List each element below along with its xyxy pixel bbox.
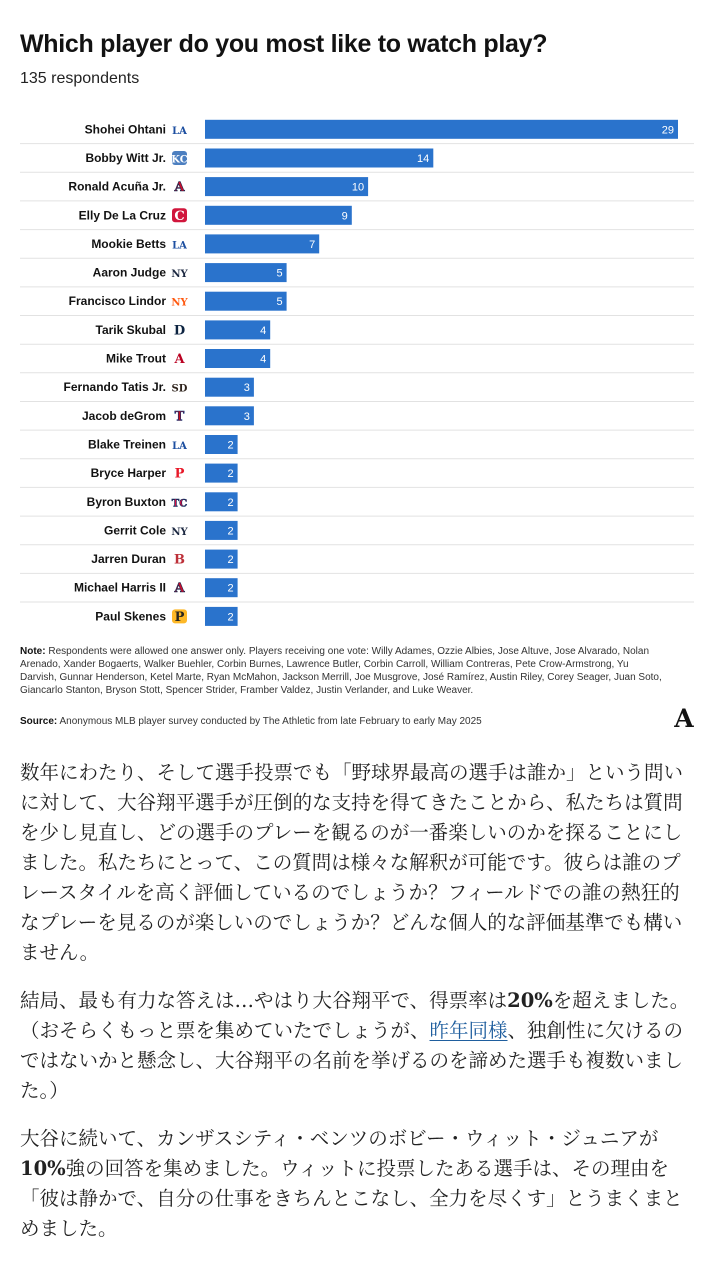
player-label: Bobby Witt Jr. xyxy=(85,151,166,165)
value-label: 2 xyxy=(227,582,234,595)
team-logo-text: A xyxy=(174,352,185,367)
article-paragraph-3 xyxy=(20,1124,692,1244)
team-logo-text: C xyxy=(174,208,185,224)
value-label: 5 xyxy=(276,267,283,280)
value-label: 2 xyxy=(227,525,234,538)
chart-source xyxy=(20,716,482,727)
value-label: 2 xyxy=(227,496,234,509)
team-logo-text: NY xyxy=(171,297,188,309)
player-label: Gerrit Cole xyxy=(103,523,166,538)
value-label: 4 xyxy=(260,324,267,337)
team-logo-icon xyxy=(172,384,188,395)
value-label: 5 xyxy=(276,296,283,309)
the-athletic-logo: A xyxy=(674,704,694,733)
value-label: 29 xyxy=(661,124,674,137)
team-logo-text: LA xyxy=(172,125,187,137)
value-label: 10 xyxy=(351,181,365,194)
p2-text-d: 、独創性に欠けるのではないかと懸念し、大谷翔平の名前を挙げるのを諦めた選手も複数いました。） xyxy=(20,1019,684,1102)
team-logo-icon xyxy=(173,180,185,195)
team-logo-text: A xyxy=(174,581,185,597)
value-label: 3 xyxy=(243,410,250,423)
team-logo-icon xyxy=(174,553,185,568)
bar xyxy=(205,206,352,225)
bar-chart xyxy=(0,115,705,630)
team-logo-icon xyxy=(172,240,187,251)
team-logo-text: LA xyxy=(172,441,187,452)
team-logo-text: NY xyxy=(171,526,188,538)
article-paragraph-1: 数年にわたり、そして選手投票でも「野球界最高の選手は誰か」という問いに対して、大谷翔平選手が圧倒的な支持を得てきたことから、私たちは質問を少し見直し、どの選手のプレーを観るのが一番楽しいのかを探ることにしました。私たちにとって、この質問は様々な解釈が可能です。彼らは誰のプレースタイルを高く評価しているのでしょうか？フィールドでの誰の熱狂的なプレーを見るのが楽しいのでしょうか？どんな個人的な評価基準でも構いません。 xyxy=(20,761,684,964)
player-label: Elly De La Cruz xyxy=(78,208,166,223)
team-logo-text: SD xyxy=(171,383,188,395)
p3-text-c: 強の回答を集めました。ウィットに投票したある選手は、その理由を「彼は静かで、自分の仕事をきちんとこなし、全力を尽くす」とうまくまとめました。 xyxy=(20,1157,683,1240)
value-label: 14 xyxy=(417,153,430,165)
value-label: 3 xyxy=(243,382,250,395)
bar xyxy=(205,149,433,168)
article-body xyxy=(20,758,692,1262)
chart-note xyxy=(20,645,668,697)
team-logo-icon xyxy=(175,467,185,482)
value-label: 2 xyxy=(227,439,234,452)
team-logo-text: T xyxy=(174,409,185,425)
chart-title: Which player do you most like to watch play? xyxy=(20,30,548,58)
team-logo-icon xyxy=(173,352,185,367)
player-label: Fernando Tatis Jr. xyxy=(63,380,166,395)
team-logo-text: LA xyxy=(172,240,187,252)
team-logo-icon xyxy=(171,151,187,166)
player-label: Aaron Judge xyxy=(92,265,166,280)
team-logo-text: B xyxy=(174,552,185,568)
player-label: Bryce Harper xyxy=(90,466,166,481)
note-label: Note: xyxy=(20,646,46,657)
team-logo-icon xyxy=(172,208,187,224)
value-label: 2 xyxy=(227,554,234,567)
team-logo-text: P xyxy=(174,609,185,625)
source-text: Anonymous MLB player survey conducted by The Athletic from late February to early May 2025 xyxy=(59,716,482,727)
value-label: 4 xyxy=(260,353,267,366)
bar xyxy=(205,177,368,196)
team-logo-icon xyxy=(172,609,187,625)
team-logo-icon xyxy=(174,323,185,338)
p2-text-a: 結局、最も有力な答えは…やはり大谷翔平で、得票率は xyxy=(20,989,508,1012)
drag-handle xyxy=(340,0,364,6)
player-label: Mike Trout xyxy=(105,351,166,366)
bar xyxy=(205,120,678,139)
team-logo-icon xyxy=(171,269,188,280)
value-label: 7 xyxy=(309,238,316,251)
player-label: Byron Buxton xyxy=(86,494,166,509)
team-logo-text: NY xyxy=(171,269,188,281)
value-label: 9 xyxy=(341,210,348,223)
team-logo-text: P xyxy=(174,466,185,482)
bar xyxy=(205,292,287,311)
team-logo-icon xyxy=(173,581,185,596)
p3-percent: 10% xyxy=(20,1157,66,1180)
player-label: Jacob deGrom xyxy=(81,408,166,423)
value-label: 2 xyxy=(227,468,234,481)
player-label: Michael Harris II xyxy=(73,580,166,595)
bar xyxy=(205,263,287,282)
chart-subtitle: 135 respondents xyxy=(20,70,140,87)
team-logo-icon xyxy=(171,527,188,538)
team-logo-text: A xyxy=(174,180,185,196)
value-label: 2 xyxy=(227,611,234,624)
p3-text-a: 大谷に続いて、カンザスシティ・ベンツのボビー・ウィット・ジュニアが xyxy=(20,1127,659,1150)
article-paragraph-2 xyxy=(20,986,692,1106)
p2-percent: 20% xyxy=(507,989,553,1012)
team-logo-icon xyxy=(172,498,187,509)
last-year-link[interactable]: 昨年同様 xyxy=(429,1019,508,1042)
team-logo-text: TC xyxy=(171,498,188,510)
team-logo-text: D xyxy=(173,323,186,339)
note-text: Respondents were allowed one answer only. Players receiving one vote: Willy Adames, Ozzie Albies, Jose Altuve, Jose Alvarado, Nolan Arenado, Xander Bogaerts, Walker Buehler, Corbin Burnes, Lawrence Butler, Corbin Carroll, William Contreras, Pete Crow-Armstrong, Yu Darvish, Gunnar Henderson, Ketel Marte, Ryan McMahon, Jackson Merrill, Joe Musgrove, José Ramírez, Austin Riley, Corey Seager, Juan Soto, Giancarlo Stanton, Bryson Stott, Spencer Strider, Framber Valdez, Justin Verlander, and Luke Weaver. xyxy=(20,646,662,696)
player-label: Ronald Acuña Jr. xyxy=(68,179,166,194)
p2-text-c: を超えました。（おそらくもっと票を集めていたでしょうが、 xyxy=(20,989,690,1042)
team-logo-icon xyxy=(172,126,187,137)
team-logo-icon xyxy=(172,441,187,452)
player-label: Jarren Duran xyxy=(91,552,166,567)
source-label: Source: xyxy=(20,716,58,727)
player-label: Paul Skenes xyxy=(95,609,166,624)
player-label: Francisco Lindor xyxy=(68,294,166,309)
bar xyxy=(205,234,319,253)
player-label: Tarik Skubal xyxy=(95,322,166,337)
player-label: Mookie Betts xyxy=(91,236,166,251)
team-logo-icon xyxy=(175,409,185,424)
player-label: Shohei Ohtani xyxy=(84,122,166,137)
player-label: Blake Treinen xyxy=(87,437,166,452)
team-logo-text: KC xyxy=(171,154,188,166)
team-logo-icon xyxy=(171,298,188,309)
